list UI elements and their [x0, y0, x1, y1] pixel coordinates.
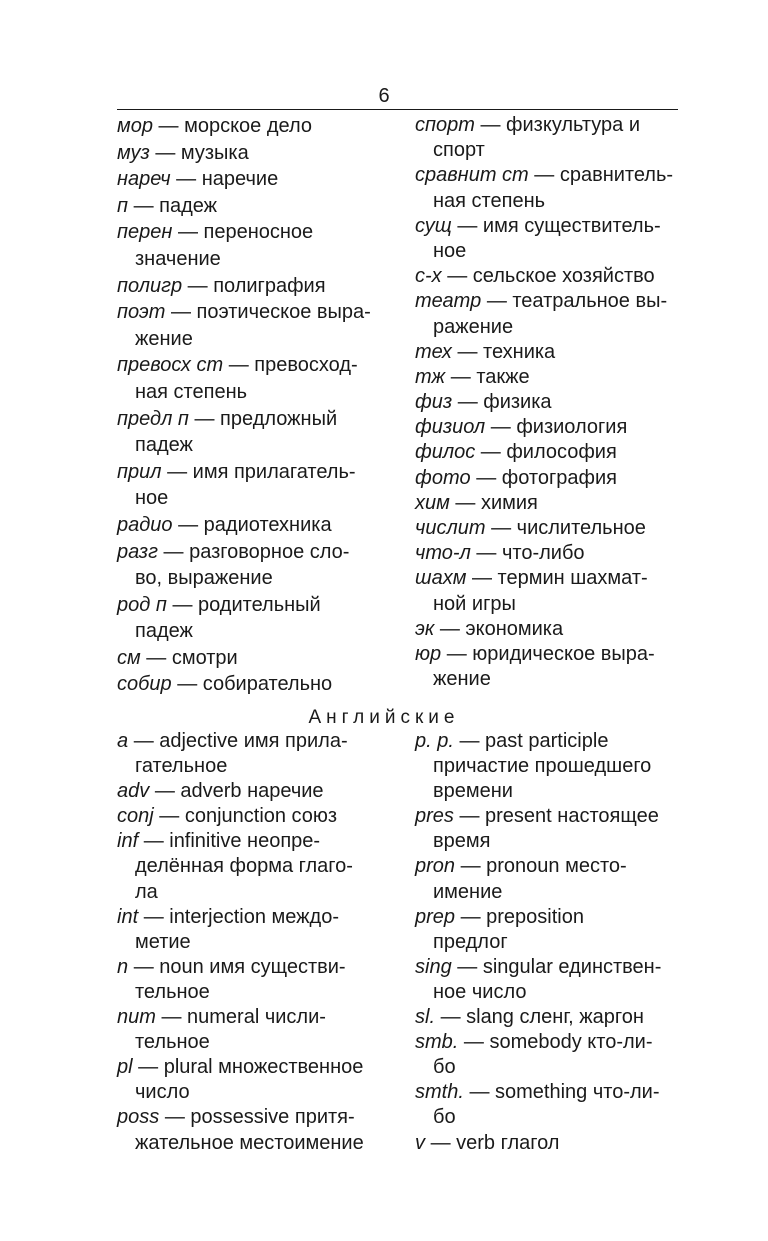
entry-continuation-line	[117, 930, 364, 955]
entry-first-line	[415, 1005, 661, 1030]
definition-text: ное	[135, 487, 169, 510]
abbreviation: сущ	[415, 214, 452, 237]
entry-continuation-line	[117, 854, 364, 879]
abbreviation-entry	[415, 289, 673, 339]
definition-text: — физкультура и	[480, 114, 641, 136]
abbreviation: sing	[415, 955, 452, 978]
definition-text: падеж	[135, 434, 193, 457]
entry-continuation-line	[415, 1055, 661, 1080]
entry-continuation-line	[117, 326, 371, 353]
entry-continuation-line	[117, 246, 371, 273]
definition-text: — preposition	[460, 905, 584, 928]
entry-continuation-line	[415, 1105, 661, 1130]
entry-first-line	[117, 1105, 364, 1130]
definition-text: тельное	[135, 980, 210, 1003]
english-abbreviations-right-column	[415, 729, 661, 1156]
abbreviation: conj	[117, 805, 154, 828]
entry-first-line	[415, 955, 661, 980]
page-number: 6	[378, 85, 390, 107]
definition-text: падеж	[135, 620, 193, 643]
abbreviation: sl.	[415, 1006, 435, 1029]
abbreviation: числит	[415, 517, 486, 539]
abbreviation: int	[117, 905, 139, 928]
entry-continuation-line	[117, 618, 371, 645]
definition-text: — plural множественное	[138, 1056, 364, 1079]
abbreviation-entry	[117, 729, 364, 779]
definition-text: — экономика	[439, 617, 564, 640]
entry-first-line	[117, 166, 371, 193]
entry-first-line	[117, 352, 371, 379]
section-heading-english: Английские	[308, 707, 460, 728]
entry-first-line	[117, 219, 371, 246]
definition-text: — наречие	[176, 168, 279, 191]
abbreviation-entry	[415, 1131, 661, 1156]
entry-first-line	[117, 1005, 364, 1030]
abbreviation: физиол	[415, 416, 486, 439]
abbreviation-entry	[117, 829, 364, 904]
entry-first-line	[415, 113, 673, 138]
abbreviation: эк	[415, 617, 435, 640]
entry-first-line	[117, 779, 364, 804]
entry-first-line	[117, 299, 371, 326]
abbreviation-entry	[415, 516, 673, 541]
entry-first-line	[117, 645, 371, 672]
entry-continuation-line	[117, 485, 371, 512]
definition-text: жение	[135, 327, 193, 350]
abbreviation: перен	[117, 221, 173, 244]
definition-text: — numeral числи-	[161, 1006, 326, 1029]
definition-text: — имя существитель-	[457, 214, 661, 237]
definition-text: ное число	[433, 980, 527, 1003]
definition-text: — термин шахмат-	[472, 567, 648, 590]
abbreviation-entry	[415, 163, 673, 213]
definition-text: ла	[135, 880, 158, 903]
definition-text: — фотография	[476, 466, 617, 489]
entry-first-line	[415, 440, 673, 465]
entry-first-line	[117, 459, 371, 486]
entry-first-line	[117, 729, 364, 754]
definition-text: — химия	[455, 491, 538, 514]
abbreviation-entry	[415, 113, 673, 163]
abbreviation-entry	[415, 1030, 661, 1080]
abbreviation: театр	[415, 290, 482, 313]
entry-continuation-line	[117, 754, 364, 779]
definition-text: — радиотехника	[178, 513, 332, 536]
definition-text: — сельское хозяйство	[447, 265, 655, 288]
entry-first-line	[415, 1131, 661, 1156]
abbreviation-entry	[415, 264, 673, 289]
abbreviation-entry	[415, 390, 673, 415]
definition-text: — техника	[457, 340, 556, 363]
abbreviation-entry	[117, 219, 371, 272]
abbreviation: юр	[415, 642, 442, 665]
abbreviation-entry	[415, 729, 661, 804]
entry-first-line	[415, 214, 673, 239]
definition-text: — физиология	[490, 416, 628, 439]
definition-text: — possessive притя-	[164, 1106, 355, 1129]
abbreviation: предл п	[117, 407, 189, 430]
definition-text: — verb глагол	[430, 1131, 560, 1154]
abbreviation-entry	[117, 113, 371, 140]
abbreviation-entry	[415, 1005, 661, 1030]
entry-continuation-line	[415, 880, 661, 905]
definition-text: — infinitive неопре-	[143, 830, 321, 853]
russian-abbreviations-left-column	[117, 113, 371, 698]
abbreviation: что-л	[415, 542, 471, 565]
entry-continuation-line	[117, 565, 371, 592]
definition-text: — музыка	[155, 141, 249, 164]
abbreviation-entry	[415, 617, 673, 642]
definition-text: — slang сленг, жаргон	[440, 1006, 644, 1029]
abbreviation: физ	[415, 391, 453, 414]
entry-first-line	[415, 163, 673, 188]
definition-text: метие	[135, 930, 191, 953]
abbreviation-entry	[117, 1055, 364, 1105]
entry-first-line	[415, 804, 661, 829]
definition-text: гательное	[135, 755, 228, 778]
entry-first-line	[415, 390, 673, 415]
abbreviation-entry	[415, 1080, 661, 1130]
definition-text: — физика	[457, 391, 552, 414]
entry-first-line	[415, 365, 673, 390]
definition-text: — разговорное сло-	[163, 540, 350, 563]
definition-text: — interjection междо-	[143, 905, 339, 928]
definition-text: — собирательно	[177, 673, 333, 696]
abbreviation: собир	[117, 673, 172, 696]
definition-text: — числительное	[491, 517, 646, 539]
entry-continuation-line	[117, 1030, 364, 1055]
entry-continuation-line	[117, 379, 371, 406]
abbreviation-entry	[415, 365, 673, 390]
entry-continuation-line	[415, 779, 661, 804]
abbreviation: adv	[117, 780, 150, 803]
definition-text: ной игры	[433, 592, 516, 615]
abbreviation-entry	[415, 642, 673, 692]
abbreviation-entry	[415, 854, 661, 904]
russian-abbreviations-right-column	[415, 113, 673, 692]
definition-text: — что-либо	[476, 542, 585, 565]
definition-text: — смотри	[146, 646, 238, 669]
entry-first-line	[117, 273, 371, 300]
abbreviation-entry	[415, 466, 673, 491]
abbreviation-entry	[415, 905, 661, 955]
definition-text: — singular единствен-	[457, 955, 662, 978]
entry-first-line	[117, 905, 364, 930]
abbreviation-entry	[415, 214, 673, 264]
abbreviation-entry	[415, 340, 673, 365]
entry-first-line	[117, 539, 371, 566]
entry-first-line	[117, 804, 364, 829]
abbreviation: num	[117, 1006, 156, 1029]
definition-text: — предложный	[194, 407, 338, 430]
definition-text: — adjective имя прила-	[133, 730, 348, 752]
entry-continuation-line	[415, 189, 673, 214]
entry-continuation-line	[415, 930, 661, 955]
abbreviation-entry	[117, 352, 371, 405]
abbreviation: с-х	[415, 265, 442, 288]
abbreviation: муз	[117, 141, 150, 164]
abbreviation-entry	[415, 491, 673, 516]
abbreviation: шахм	[415, 567, 467, 590]
definition-text: — юридическое выра-	[446, 642, 655, 665]
definition-text: — имя прилагатель-	[167, 460, 356, 483]
entry-first-line	[415, 340, 673, 365]
definition-text: ное	[433, 239, 467, 262]
abbreviation-entry	[117, 645, 371, 672]
definition-text: — морское дело	[158, 115, 313, 137]
abbreviation-entry	[117, 1105, 364, 1155]
entry-first-line	[415, 466, 673, 491]
abbreviation-entry	[117, 512, 371, 539]
abbreviation: p. p.	[415, 730, 454, 752]
abbreviation: сравнит ст	[415, 164, 529, 187]
entry-first-line	[117, 406, 371, 433]
definition-text: — падеж	[133, 194, 218, 217]
entry-first-line	[415, 264, 673, 289]
entry-continuation-line	[415, 239, 673, 264]
entry-first-line	[117, 512, 371, 539]
abbreviation-entry	[117, 1005, 364, 1055]
definition-text: бо	[433, 1106, 456, 1129]
entry-continuation-line	[117, 1080, 364, 1105]
abbreviation: pl	[117, 1056, 133, 1079]
entry-first-line	[117, 829, 364, 854]
abbreviation-entry	[117, 955, 364, 1005]
abbreviation-entry	[117, 779, 364, 804]
entry-continuation-line	[415, 315, 673, 340]
abbreviation: превосх ст	[117, 354, 224, 377]
entry-continuation-line	[415, 829, 661, 854]
abbreviation: тех	[415, 340, 452, 363]
entry-first-line	[415, 516, 673, 541]
definition-text: значение	[135, 247, 221, 270]
definition-text: времени	[433, 780, 513, 803]
abbreviation-entry	[117, 406, 371, 459]
definition-text: — pronoun место-	[460, 855, 627, 878]
entry-continuation-line	[415, 592, 673, 617]
entry-first-line	[415, 541, 673, 566]
abbreviation: фото	[415, 466, 471, 489]
abbreviation: прил	[117, 460, 162, 483]
definition-text: ражение	[433, 315, 514, 338]
abbreviation-entry	[117, 273, 371, 300]
abbreviation-entry	[117, 299, 371, 352]
abbreviation: n	[117, 955, 129, 978]
abbreviation-entry	[117, 140, 371, 167]
entry-continuation-line	[415, 667, 673, 692]
entry-continuation-line	[415, 754, 661, 779]
entry-first-line	[415, 1030, 661, 1055]
entry-first-line	[415, 415, 673, 440]
definition-text: — поэтическое выра-	[170, 301, 371, 324]
definition-text: — театральное вы-	[486, 290, 668, 313]
abbreviation-entry	[415, 804, 661, 854]
definition-text: ная степень	[433, 189, 546, 212]
entry-continuation-line	[117, 980, 364, 1005]
abbreviation-entry	[415, 541, 673, 566]
definition-text: предлог	[433, 930, 508, 953]
definition-text: — something что-ли-	[469, 1081, 660, 1104]
english-abbreviations-left-column	[117, 729, 364, 1156]
entry-first-line	[117, 113, 371, 140]
abbreviation-entry	[117, 671, 371, 698]
abbreviation: мор	[117, 115, 153, 137]
abbreviation: хим	[415, 491, 450, 514]
entry-continuation-line	[117, 432, 371, 459]
abbreviation: poss	[117, 1106, 160, 1129]
abbreviation-entry	[117, 539, 371, 592]
entry-first-line	[117, 671, 371, 698]
definition-text: время	[433, 830, 491, 853]
abbreviation: pres	[415, 805, 454, 828]
definition-text: делённая форма глаго-	[135, 855, 353, 878]
abbreviation-entry	[117, 592, 371, 645]
abbreviation: тж	[415, 365, 446, 388]
entry-first-line	[117, 193, 371, 220]
definition-text: — родительный	[172, 593, 321, 616]
definition-text: — adverb наречие	[154, 780, 324, 803]
definition-text: ная степень	[135, 380, 248, 403]
definition-text: — полиграфия	[187, 274, 326, 297]
definition-text: — сравнитель-	[534, 164, 674, 187]
abbreviation: a	[117, 730, 129, 752]
definition-text: — также	[450, 365, 530, 388]
abbreviation-entry	[415, 566, 673, 616]
entry-first-line	[415, 1080, 661, 1105]
entry-first-line	[117, 955, 364, 980]
definition-text: — somebody кто-ли-	[463, 1031, 653, 1054]
definition-text: — past participle	[459, 730, 609, 752]
abbreviation-entry	[415, 440, 673, 465]
entry-first-line	[415, 642, 673, 667]
abbreviation: радио	[117, 513, 173, 536]
definition-text: — conjunction союз	[159, 805, 338, 828]
entry-first-line	[415, 729, 661, 754]
definition-text: жение	[433, 668, 491, 691]
entry-first-line	[117, 140, 371, 167]
definition-text: — превосход-	[228, 354, 358, 377]
definition-text: тельное	[135, 1031, 210, 1054]
entry-continuation-line	[415, 138, 673, 163]
definition-text: — переносное	[177, 221, 314, 244]
abbreviation: нареч	[117, 168, 171, 191]
abbreviation: поэт	[117, 301, 166, 324]
abbreviation: pron	[415, 855, 456, 878]
entry-first-line	[415, 854, 661, 879]
abbreviation: п	[117, 194, 129, 217]
abbreviation-entry	[415, 955, 661, 1005]
entry-first-line	[415, 617, 673, 642]
abbreviation-entry	[117, 193, 371, 220]
entry-first-line	[117, 592, 371, 619]
abbreviation: smth.	[415, 1081, 464, 1104]
entry-first-line	[415, 491, 673, 516]
abbreviation: филос	[415, 441, 476, 464]
entry-first-line	[415, 566, 673, 591]
definition-text: во, выражение	[135, 567, 273, 590]
abbreviation: род п	[117, 593, 167, 616]
entry-continuation-line	[117, 880, 364, 905]
entry-first-line	[415, 905, 661, 930]
abbreviation-entry	[117, 459, 371, 512]
definition-text: имение	[433, 880, 503, 903]
abbreviation: разг	[117, 540, 158, 563]
abbreviation: полигр	[117, 274, 183, 297]
abbreviation-entry	[117, 905, 364, 955]
definition-text: — present настоящее	[459, 805, 659, 828]
abbreviation-entry	[117, 166, 371, 193]
header-rule	[117, 109, 678, 110]
definition-text: — философия	[480, 441, 617, 464]
abbreviation: smb.	[415, 1031, 459, 1054]
entry-continuation-line	[117, 1131, 364, 1156]
definition-text: число	[135, 1081, 190, 1104]
abbreviation: prep	[415, 905, 456, 928]
abbreviation: inf	[117, 830, 139, 853]
entry-first-line	[415, 289, 673, 314]
abbreviation-entry	[415, 415, 673, 440]
definition-text: причастие прошедшего	[433, 755, 652, 778]
entry-continuation-line	[415, 980, 661, 1005]
abbreviation: см	[117, 646, 141, 669]
definition-text: спорт	[433, 139, 485, 162]
definition-text: бо	[433, 1056, 456, 1079]
abbreviation: v	[415, 1131, 425, 1154]
abbreviation: спорт	[415, 114, 475, 136]
entry-first-line	[117, 1055, 364, 1080]
abbreviation-entry	[117, 804, 364, 829]
definition-text: жательное местоимение	[135, 1131, 364, 1154]
definition-text: — noun имя существи-	[133, 955, 346, 978]
